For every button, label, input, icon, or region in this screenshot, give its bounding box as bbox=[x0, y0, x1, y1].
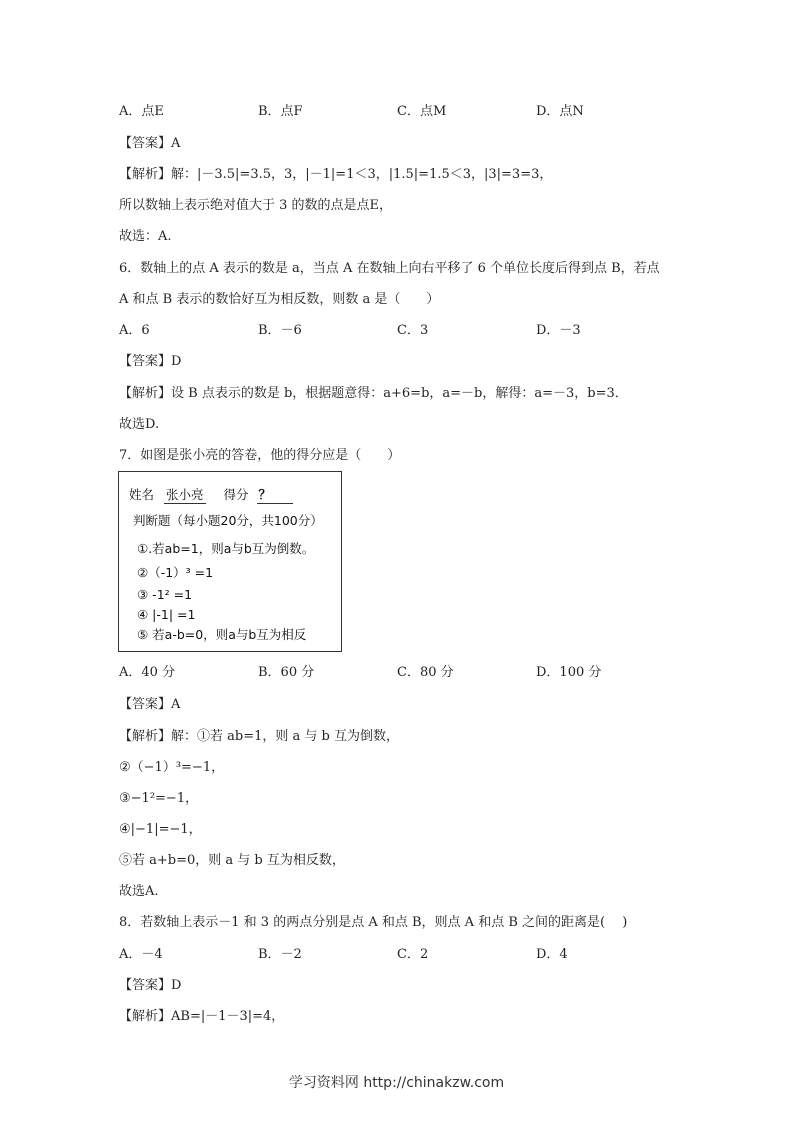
q7-analysis-4: ④|−1|=−1， bbox=[119, 822, 202, 837]
q7-answer: 【答案】A bbox=[119, 697, 181, 712]
q6-conclusion: 故选D. bbox=[119, 417, 160, 432]
q8-option-d: D．4 bbox=[536, 947, 568, 962]
q6-stem-line2: A 和点 B 表示的数恰好互为相反数，则数 a 是（ ） bbox=[119, 292, 440, 307]
q6-option-c: C．3 bbox=[397, 323, 429, 338]
judgment-item-5: ⑤ 若a-b=0，则a与b互为相反 bbox=[137, 627, 307, 642]
q5-option-c: C．点M bbox=[397, 104, 447, 119]
q7-option-d: D．100 分 bbox=[536, 665, 602, 680]
q5-option-b: B．点F bbox=[258, 104, 303, 119]
answer-sheet-figure bbox=[118, 471, 342, 652]
judgment-item-3: ③ -1² =1 bbox=[137, 587, 193, 602]
section-title: 判断题（每小题20分，共100分） bbox=[133, 513, 323, 528]
q6-option-b: B．－6 bbox=[258, 323, 302, 338]
q5-analysis-continued: 所以数轴上表示绝对值大于 3 的数的点是点E， bbox=[119, 198, 393, 213]
q6-answer: 【答案】D bbox=[119, 354, 182, 369]
q5-option-a: A．点E bbox=[119, 104, 164, 119]
q7-conclusion: 故选A. bbox=[119, 884, 159, 899]
q6-analysis: 【解析】设 B 点表示的数是 b，根据题意得：a+6=b，a=－b，解得：a=－3，b=3． bbox=[119, 386, 628, 401]
q5-option-d: D．点N bbox=[536, 104, 584, 119]
q7-analysis-1: 【解析】解：①若 ab=1，则 a 与 b 互为倒数， bbox=[119, 729, 399, 744]
q8-stem: 8．若数轴上表示－1 和 3 的两点分别是点 A 和点 B，则点 A 和点 B 之间的距离是( ) bbox=[119, 915, 628, 930]
q7-option-a: A．40 分 bbox=[119, 665, 176, 680]
q5-answer: 【答案】A bbox=[119, 136, 181, 151]
q6-option-d: D．－3 bbox=[536, 323, 581, 338]
score-label: 得分 bbox=[223, 487, 249, 502]
q7-analysis-5: ⑤若 a+b=0，则 a 与 b 互为相反数， bbox=[119, 853, 345, 868]
q8-option-c: C．2 bbox=[397, 947, 429, 962]
q8-option-b: B．－2 bbox=[258, 947, 302, 962]
q7-option-c: C．80 分 bbox=[397, 665, 454, 680]
q7-stem: 7．如图是张小亮的答卷，他的得分应是（ ） bbox=[119, 448, 401, 463]
q8-option-a: A．－4 bbox=[119, 947, 163, 962]
student-name: 张小亮 bbox=[166, 487, 204, 502]
score-value: ？ bbox=[257, 487, 293, 504]
q8-answer: 【答案】D bbox=[119, 978, 182, 993]
judgment-item-1: ①.若ab=1，则a与b互为倒数。 bbox=[137, 541, 315, 556]
q7-option-b: B．60 分 bbox=[258, 665, 315, 680]
q5-analysis: 【解析】解：|－3.5|=3.5，3，|－1|=1＜3，|1.5|=1.5＜3，|3|=3=3， bbox=[119, 167, 553, 182]
answer-sheet-header bbox=[129, 487, 293, 504]
q5-conclusion: 故选：A. bbox=[119, 229, 172, 244]
name-label: 姓名 bbox=[129, 487, 155, 502]
judgment-item-4: ④ |-1| =1 bbox=[137, 607, 196, 622]
q6-option-a: A．6 bbox=[119, 323, 150, 338]
q8-analysis: 【解析】AB=|－1－3|=4， bbox=[119, 1009, 285, 1024]
footer-watermark: 学习资料网 http://chinakzw.com bbox=[288, 1075, 505, 1091]
q7-analysis-3: ③−1²=−1， bbox=[119, 791, 199, 806]
q7-analysis-2: ②（−1）³=−1， bbox=[119, 760, 225, 775]
q6-stem-line1: 6．数轴上的点 A 表示的数是 a，当点 A 在数轴上向右平移了 6 个单位长度后得到点 B，若点 bbox=[119, 261, 660, 276]
judgment-item-2: ②（-1）³ =1 bbox=[137, 565, 214, 580]
